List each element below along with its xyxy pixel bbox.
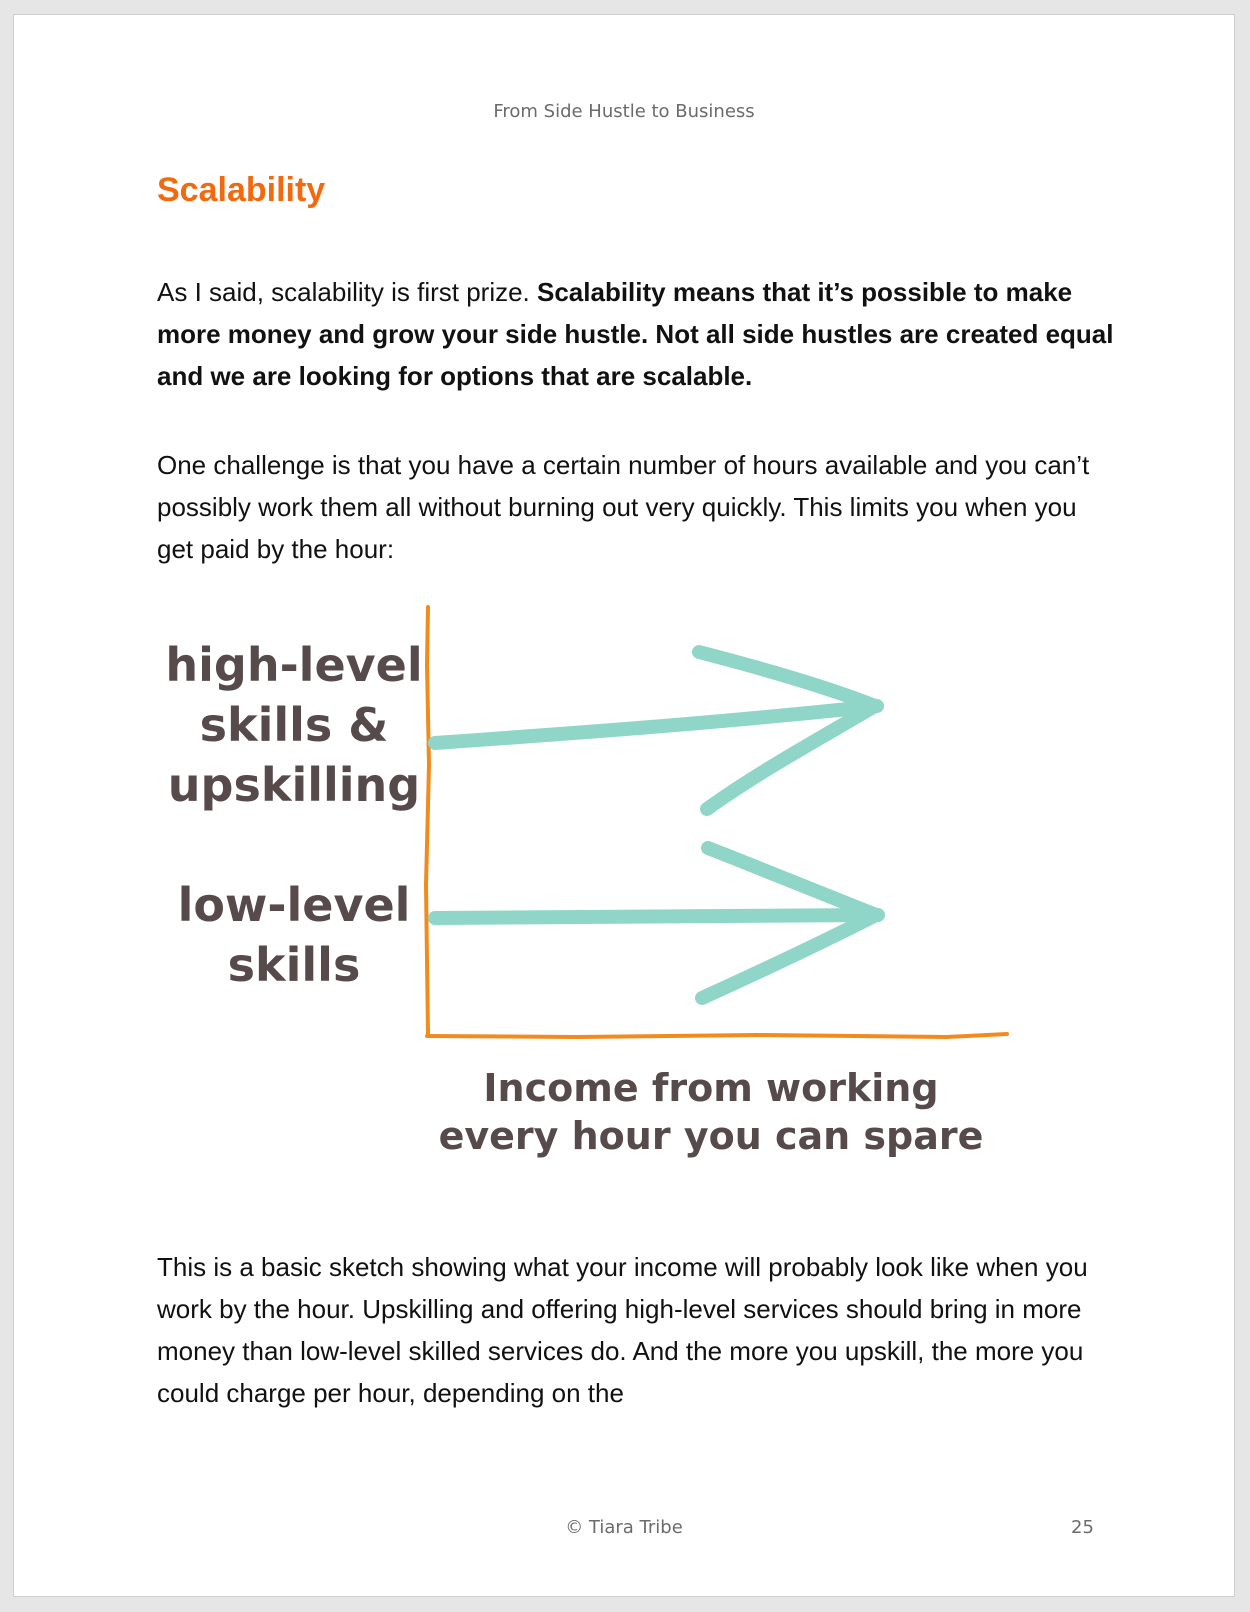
- paragraph-sketch-explanation: This is a basic sketch showing what your income will probably look like when you work by the hour. Upskilling and offering high-level services should bring in more money than low-level skilled services do. And the more you upskill, the more you could charge per hour, depending on the: [157, 1252, 1088, 1408]
- document-page: [13, 14, 1235, 1597]
- page-number: 25: [1071, 1517, 1094, 1538]
- x-axis-label-line1: Income from working: [483, 1066, 939, 1110]
- paragraph-intro-plain: As I said, scalability is first prize.: [157, 277, 537, 307]
- low-level-arrow-shaft: [435, 915, 878, 918]
- high-level-label-line2: skills &: [199, 698, 389, 752]
- high-level-arrow-head: [699, 652, 875, 809]
- paragraph-challenge: One challenge is that you have a certain number of hours available and you can’t possibly work them all without burning out very quickly. This limits you when you get paid by the hour:: [157, 450, 1090, 564]
- footer-copyright: © Tiara Tribe: [565, 1517, 683, 1538]
- high-level-label-line1: high-level: [165, 638, 423, 692]
- running-header: From Side Hustle to Business: [493, 101, 755, 122]
- sketch-vertical-axis: [426, 607, 429, 1035]
- paragraph-intro: [157, 271, 1117, 397]
- low-level-label-line2: skills: [227, 938, 361, 992]
- low-level-label-line1: low-level: [177, 878, 411, 932]
- high-level-label-line3: upskilling: [167, 758, 421, 812]
- paragraph-intro-bold: Scalability means that it’s possible to make more money and grow your side hustle. Not all side hustles are created equal and we are looking for options that are scalable.: [157, 277, 1114, 391]
- x-axis-label-line2: every hour you can spare: [438, 1114, 984, 1158]
- section-heading: Scalability: [157, 171, 326, 209]
- income-sketch-figure: [157, 605, 1057, 1205]
- sketch-horizontal-axis: [427, 1034, 1007, 1037]
